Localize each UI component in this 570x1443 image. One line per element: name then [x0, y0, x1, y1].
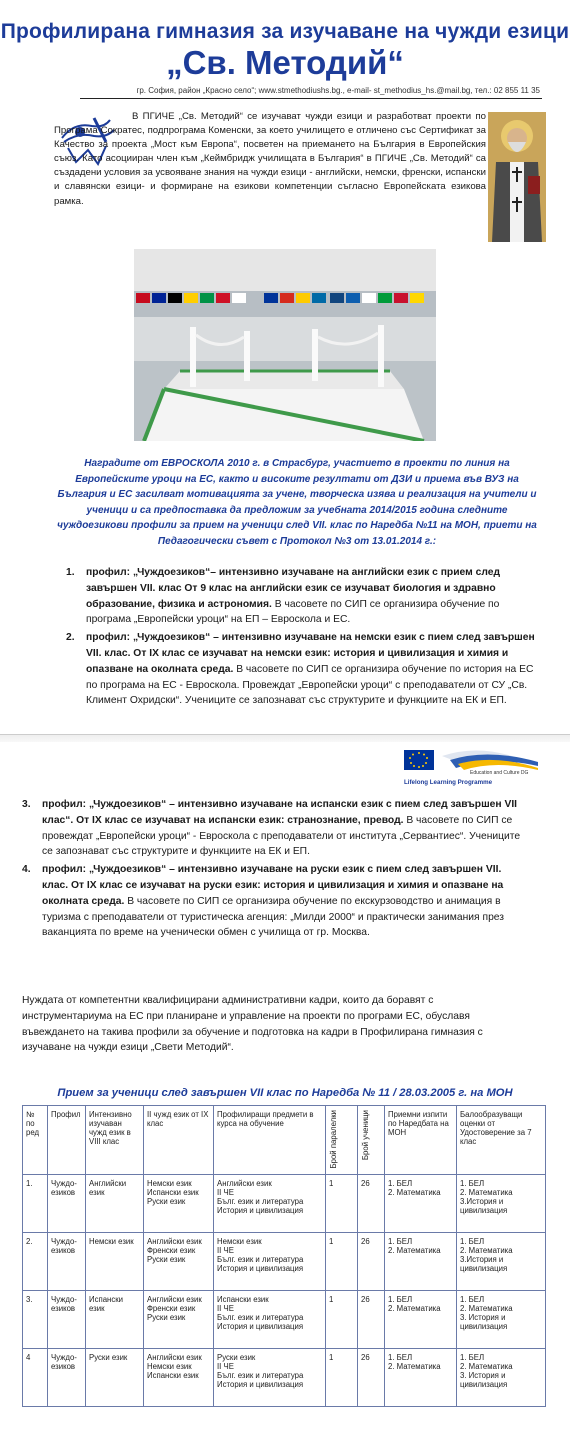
table-cell [48, 1175, 86, 1233]
table-header: Балообразуващи оценки от Удостоверение за 7 клас [457, 1106, 546, 1175]
table-cell [48, 1233, 86, 1291]
table-cell [23, 1291, 48, 1349]
cell-line: Руски език [147, 1255, 186, 1265]
list-number: 2. [66, 632, 75, 644]
table-cell [23, 1349, 48, 1407]
cell-line: История и цивилизация [217, 1206, 304, 1216]
table-header: II чужд език от IX клас [144, 1106, 214, 1175]
cell-line: Немски език [217, 1237, 262, 1247]
cell-line: 1. БЕЛ [460, 1237, 485, 1247]
euroscola-photo [134, 249, 436, 441]
profile-text: В часовете по СИП се организира обучение по история на ЕС по програма на ЕС - Евроскола. Провеждат „Европейски уроци“ с преподаватели от СУ „Св. Климент Охридски“. Учениците се запознават със структурите и функциите на ЕК и ЕП. [86, 663, 534, 707]
profile-text: В часовете по СИП се организира обучение по екскурзоводство и анимация в туризма с преподаватели от туристическа агенция: „Милди 2000“ и практически занимания през ваканцията по време на ученически обмен с училища от гр. Москва. [42, 895, 505, 939]
school-name: Профилирана гимназия за изучаване на чужди езици [0, 20, 570, 43]
table-cell [214, 1349, 326, 1407]
cell-line: Бълг. език и литература [217, 1371, 304, 1381]
cell-line: 2. Математика [388, 1362, 441, 1372]
cell-line: 3. История и цивилизация [460, 1313, 508, 1332]
cell-line: 1. БЕЛ [460, 1295, 485, 1305]
list-number: 1. [66, 567, 75, 578]
cell-line: Чуждо- езиков [51, 1295, 77, 1314]
cell-line: Руски език [217, 1353, 256, 1363]
table-cell [326, 1175, 358, 1233]
list-item [52, 565, 542, 628]
eu-logos [398, 746, 546, 790]
contact-info: гр. София, район „Красно село“; www.stmethodiushs.bg., e-mail- st_methodius_hs.@mail.bg, тел.: 02 855 11 35 [136, 86, 540, 95]
table-row [23, 1291, 546, 1349]
dg-label: Education and Culture DG [470, 770, 529, 776]
school-title: „Св. Методий“ [166, 44, 404, 81]
cell-line: Испански език [217, 1295, 269, 1305]
cell-line: 1. БЕЛ [460, 1353, 485, 1363]
table-cell [48, 1291, 86, 1349]
cell-line: 2. Математика [460, 1188, 513, 1198]
cell-line: Френски език [147, 1246, 196, 1256]
cell-line: 2. Математика [388, 1304, 441, 1314]
cell-line: 3. [26, 1295, 33, 1305]
table-cell [48, 1349, 86, 1407]
saint-methodius-icon [488, 112, 546, 242]
cell-line: 1 [329, 1295, 334, 1305]
table-header [358, 1106, 385, 1175]
table-cell [326, 1349, 358, 1407]
table-header: Профилиращи предмети в курса на обучение [214, 1106, 326, 1175]
cell-line: 1. БЕЛ [388, 1179, 413, 1189]
list-item [22, 797, 522, 860]
cell-line: Испански език [89, 1295, 124, 1314]
cell-line: 1 [329, 1237, 334, 1247]
cell-line: Руски език [89, 1353, 128, 1363]
table-cell [23, 1233, 48, 1291]
cell-line: 1. БЕЛ [388, 1295, 413, 1305]
table-header-vertical: Брой паралелки [329, 1110, 338, 1169]
cell-line: II ЧЕ [217, 1304, 234, 1314]
cell-line: История и цивилизация [217, 1322, 304, 1332]
profile-text: В часовете по СИП се провеждат „Европейски уроци“ - Евроскола с преподаватели от института „Сервантиес“. Учениците се запознават със структурите и функциите на ЕК и ЕП. [42, 814, 521, 858]
list-item [22, 862, 522, 941]
table-cell [457, 1349, 546, 1407]
profiles-list-1 [52, 565, 542, 711]
table-cell [144, 1175, 214, 1233]
cell-line: 4 [26, 1353, 31, 1363]
awards-paragraph: Наградите от ЕВРОСКОЛА 2010 г. в Страсбург, участието в проекти по линия на Европейските уроци на ЕС, както и високите резултати от ДЗИ и приема във ВУЗ на България и ЕС засилват мотивацията за учене, творческа изява и реализация на учители и ученици и са предпоставка да предложим за учебната 2014/2015 година следните чуждоезикови профили за прием на ученици след VII. клас по Наредба №11 на МОН, приети на Педагогически съвет с Протокол №3 от 13.01.2014 г.: [57, 458, 537, 547]
cell-line: 3.История и цивилизация [460, 1197, 508, 1216]
table-header: Приемни изпити по Наредбата на МОН [385, 1106, 457, 1175]
cell-line: Бълг. език и литература [217, 1197, 304, 1207]
table-cell [23, 1175, 48, 1233]
table-cell [385, 1291, 457, 1349]
cell-line: 2. Математика [460, 1362, 513, 1372]
cell-line: 2. Математика [388, 1246, 441, 1256]
table-cell [358, 1233, 385, 1291]
cell-line: Испански език [147, 1371, 199, 1381]
cell-line: II ЧЕ [217, 1246, 234, 1256]
table-cell [144, 1349, 214, 1407]
cell-line: Английски език [89, 1179, 127, 1198]
profile-title: профил: „Чуждоезиков“ – интензивно изучаване на немски език с пием след завършен VII. клас. От IX клас се изучават на немски език: история и цивилизация и химия и опазване на околната среда. [86, 632, 535, 675]
table-cell [358, 1291, 385, 1349]
table-row [23, 1349, 546, 1407]
intro-text: В ПГИЧЕ „Св. Методий“ се изучават чужди езици и разработват проекти по Програма Сократес, подпрограма Коменски, за което училището е отличено със Сертификат за Качество за проекта „Мост към Европа“, посветен на приемането на България в Европейския съюз. Като асоцииран член към „Кеймбридж училищата в България“ в ПГИЧЕ „Св. Методий“ са създадени условия за усвояване знания на чужди езици - английски, немски, френски, испански и славянски езици- и формиране на езикови компетенции съгласно Европейската езикова рамка. [54, 111, 486, 207]
table-cell [358, 1175, 385, 1233]
table-header-vertical: Брой ученици [361, 1110, 370, 1161]
cell-line: Френски език [147, 1304, 196, 1314]
cell-line: 1. БЕЛ [388, 1237, 413, 1247]
header-divider [80, 98, 542, 99]
cell-line: Руски език [147, 1197, 186, 1207]
table-cell [457, 1175, 546, 1233]
cell-line: Немски език [147, 1179, 192, 1189]
cell-line: 2. [26, 1237, 33, 1247]
table-cell [214, 1175, 326, 1233]
cell-line: Немски език [147, 1362, 192, 1372]
table-header [326, 1106, 358, 1175]
list-number: 3. [22, 799, 31, 810]
cell-line: 1 [329, 1353, 334, 1363]
table-cell [86, 1291, 144, 1349]
table-title: Прием за ученици след завършен VII клас по Наредба № 11 / 28.03.2005 г. на МОН [57, 1087, 513, 1099]
table-cell [144, 1233, 214, 1291]
table-cell [214, 1291, 326, 1349]
cell-line: 1. БЕЛ [388, 1353, 413, 1363]
cell-line: 1. БЕЛ [460, 1179, 485, 1189]
list-number: 4. [22, 864, 31, 876]
table-header: Профил [48, 1106, 86, 1175]
page-divider [0, 734, 570, 742]
cell-line: 2. Математика [388, 1188, 441, 1198]
cell-line: 2. Математика [460, 1246, 513, 1256]
table-cell [86, 1349, 144, 1407]
table-cell [86, 1175, 144, 1233]
cell-line: 26 [361, 1237, 370, 1247]
list-item [52, 630, 542, 709]
cell-line: 3.История и цивилизация [460, 1255, 508, 1274]
table-cell [385, 1349, 457, 1407]
programme-label: Lifelong Learning Programme [404, 779, 493, 786]
table-cell [385, 1233, 457, 1291]
cell-line: Чуждо- езиков [51, 1179, 77, 1198]
cell-line: 2. Математика [460, 1304, 513, 1314]
cell-line: Бълг. език и литература [217, 1255, 304, 1265]
table-row [23, 1175, 546, 1233]
table-cell [358, 1349, 385, 1407]
profile-title: профил: „Чуждоезиков“ – интензивно изучаване на испански език с пием след завършен VII клас“. От IX клас се изучават на испански език: странознание, превод. [42, 799, 518, 826]
cell-line: Чуждо- езиков [51, 1353, 77, 1372]
cell-line: Бълг. език и литература [217, 1313, 304, 1323]
cell-line: Испански език [147, 1188, 199, 1198]
profiles-list-2 [22, 797, 522, 943]
table-cell [457, 1233, 546, 1291]
cell-line: История и цивилизация [217, 1264, 304, 1274]
table-header-row [23, 1106, 546, 1175]
cell-line: II ЧЕ [217, 1188, 234, 1198]
table-cell [326, 1233, 358, 1291]
cell-line: 26 [361, 1295, 370, 1305]
closing-paragraph: Нуждата от компетентни квалифицирани административни кадри, които да боравят с инструментариума на ЕС при планиране и управление на проекти по програми ЕС, обуславя въвеждането на такива профили за обучение и подготовка на кадри в Профилирана гимназия с изучаване на чужди езици „Свети Методий“. [22, 995, 483, 1054]
page-header [0, 0, 570, 94]
table-header: Интензивно изучаван чужд език в VIII клас [86, 1106, 144, 1175]
cell-line: 1. [26, 1179, 33, 1189]
cell-line: 1 [329, 1179, 334, 1189]
table-cell [385, 1175, 457, 1233]
profile-text: В часовете по СИП се организира обучение по програма „Европейски уроци“ на ЕП – Евроскола и ЕС. [86, 598, 500, 626]
cell-line: Английски език [147, 1237, 202, 1247]
cell-line: II ЧЕ [217, 1362, 234, 1372]
cell-line: Английски език [217, 1179, 272, 1189]
cell-line: 26 [361, 1353, 370, 1363]
table-cell [144, 1291, 214, 1349]
table-cell [457, 1291, 546, 1349]
cell-line: История и цивилизация [217, 1380, 304, 1390]
cell-line: Английски език [147, 1295, 202, 1305]
table-row [23, 1233, 546, 1291]
cell-line: 26 [361, 1179, 370, 1189]
cell-line: Руски език [147, 1313, 186, 1323]
cell-line: Чуждо- езиков [51, 1237, 77, 1256]
table-header: № по ред [23, 1106, 48, 1175]
admissions-table [22, 1105, 546, 1407]
profile-title: профил: „Чуждоезиков“– интензивно изучаване на английски език с прием след завършен VII. клас От 9 клас на английски език се изучават биология и здравно образование, физика и астрономия. [86, 567, 501, 610]
table-cell [86, 1233, 144, 1291]
profile-title: профил: „Чуждоезиков“ – интензивно изучаване на руски език с пием след завършен VII. клас. От IX клас се изучават на руски език: история и цивилизация и химия и опазване на околната среда. [42, 864, 504, 907]
cell-line: Английски език [147, 1353, 202, 1363]
table-body [23, 1175, 546, 1407]
table-cell [326, 1291, 358, 1349]
cell-line: 3. История и цивилизация [460, 1371, 508, 1390]
cell-line: Немски език [89, 1237, 134, 1247]
table-cell [214, 1233, 326, 1291]
intro-paragraph [54, 110, 486, 209]
